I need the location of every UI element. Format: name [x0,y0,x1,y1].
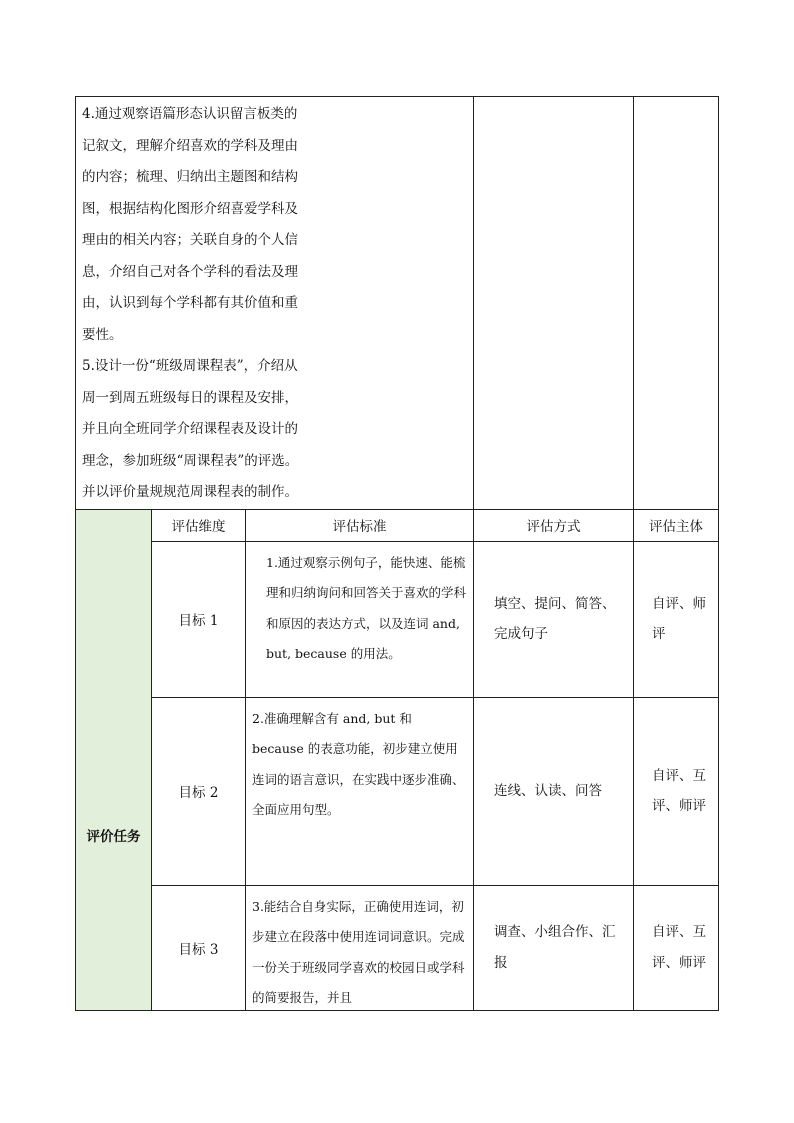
goal-1-label: 目标 1 [152,541,246,697]
objectives-cell [76,97,474,510]
goal-1-subject: 自评、师评 [634,541,719,697]
goal-2-standard: 2.准确理解含有 and, but 和 because 的表意功能，初步建立使用连词的语言意识，在实践中逐步准确、全面应用句型。 [246,697,474,885]
goal-3-label: 目标 3 [152,885,246,1010]
goal-2-subject: 自评、互评、师评 [634,697,719,885]
section-label-cell [76,509,152,1010]
objectives-row [76,97,719,510]
goal-3-subject: 自评、互评、师评 [634,885,719,1010]
objective-item-5: 5.设计一份“班级周课程表”，介绍从周一到周五班级每日的课程及安排，并且向全班同学介绍课程表及设计的理念，参加班级“周课程表”的评选。并以评价量规规范周课程表的制作。 [82,358,299,500]
header-dimension: 评估维度 [152,509,246,541]
section-label: 评价任务 [86,828,141,845]
header-standard: 评估标准 [246,509,474,541]
goal-1-standard: 1.通过观察示例句子，能快速、能梳理和归纳询问和回答关于喜欢的学科和原因的表达方式，以及连词 and, but, because 的用法。 [246,541,474,697]
assessment-header-row [76,509,719,541]
objective-item-4: 4.通过观察语篇形态认识留言板类的记叙文，理解介绍喜欢的学科及理由的内容；梳理、归纳出主题图和结构图，根据结构化图形介绍喜爱学科及理由的相关内容；关联自身的个人信息，介绍自己对各个学科的看法及理由，认识到每个学科都有其价值和重要性。 [82,106,298,343]
goal-2-method: 连线、认读、问答 [474,697,634,885]
header-subject: 评估主体 [634,509,719,541]
header-method: 评估方式 [474,509,634,541]
goal-1-method: 填空、提问、简答、完成句子 [474,541,634,697]
table-row [76,885,719,1010]
goal-3-standard [246,885,474,1010]
goal-3-standard-text: 3.能结合自身实际，正确使用连词，初步建立在段落中使用连词词意识。完成一份关于班级同学喜欢的校园日或学科的简要报告，并且 [252,898,465,1005]
lesson-plan-table [75,96,719,1011]
empty-cell-right [634,97,719,510]
table-row [76,541,719,697]
empty-cell-middle [474,97,634,510]
goal-2-label: 目标 2 [152,697,246,885]
table-row [76,697,719,885]
goal-3-method: 调查、小组合作、汇报 [474,885,634,1010]
